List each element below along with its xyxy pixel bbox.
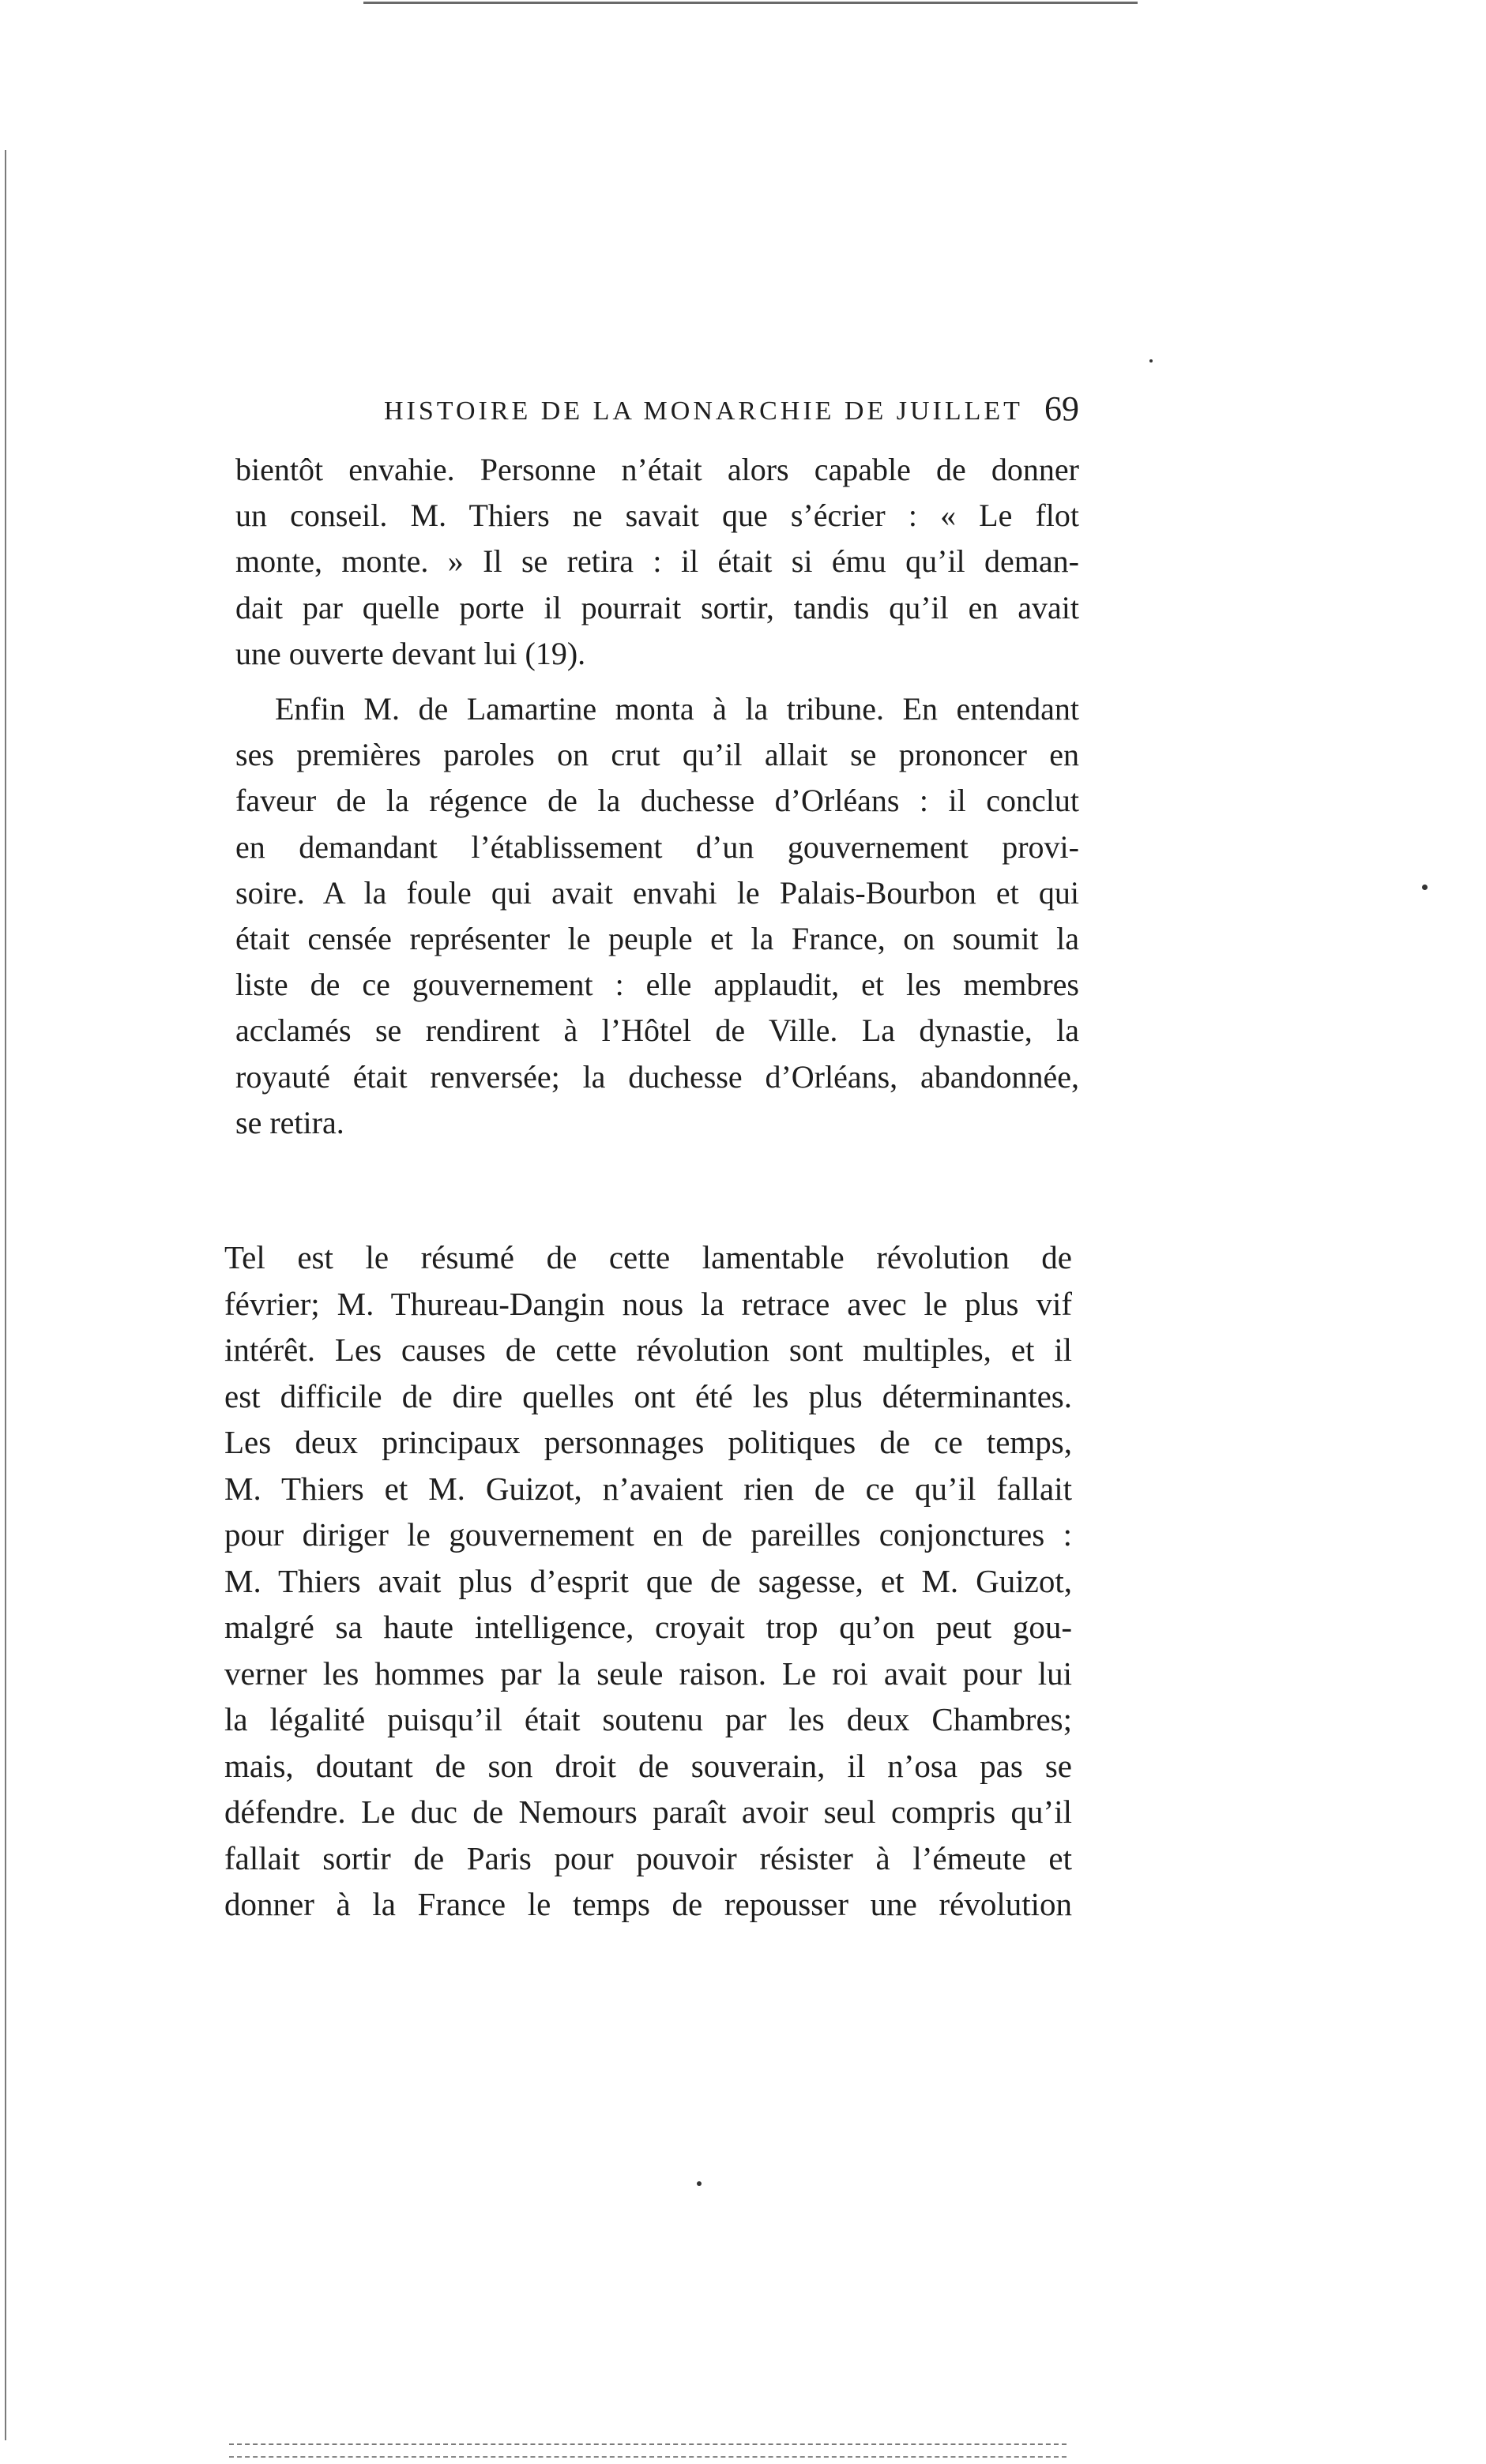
text-line: pour diriger le gouvernement en de pareilles conjonctures :: [224, 1516, 1072, 1553]
text-line: dait par quelle porte il pourrait sortir, tandis qu’il en avait: [235, 589, 1079, 625]
text-line: M. Thiers et M. Guizot, n’avaient rien de ce qu’il fallait: [224, 1470, 1072, 1507]
text-line: en demandant l’établissement d’un gouvernement provi-: [235, 828, 1079, 865]
text-line: M. Thiers avait plus d’esprit que de sagesse, et M. Guizot,: [224, 1562, 1072, 1599]
text-line: défendre. Le duc de Nemours paraît avoir seul compris qu’il: [224, 1794, 1072, 1830]
scan-speck: [697, 2181, 702, 2186]
text-line: est difficile de dire quelles ont été les plus déterminantes.: [224, 1377, 1072, 1414]
scan-speck: [1422, 885, 1428, 890]
text-line: une ouverte devant lui (19).: [235, 635, 586, 671]
text-line: intérêt. Les causes de cette révolution sont multiples, et il: [224, 1332, 1072, 1368]
text-line: février; M. Thureau-Dangin nous la retrace avec le plus vif: [224, 1285, 1072, 1322]
text-line: liste de ce gouvernement : elle applaudit, et les membres: [235, 967, 1079, 1003]
scan-edge-bottom-inner: [229, 2456, 1067, 2458]
paragraph: [235, 686, 1079, 1146]
text-line: acclamés se rendirent à l’Hôtel de Ville. La dynastie, la: [235, 1012, 1079, 1049]
text-line: Tel est le résumé de cette lamentable révolution de: [224, 1239, 1072, 1275]
text-line: faveur de la régence de la duchesse d’Orléans : il conclut: [235, 783, 1079, 819]
text-line: donner à la France le temps de repousser une révolution: [224, 1886, 1072, 1922]
page-number: 69: [1044, 389, 1079, 428]
text-line: verner les hommes par la seule raison. Le roi avait pour lui: [224, 1655, 1072, 1692]
running-header: [237, 389, 1079, 433]
text-line: un conseil. M. Thiers ne savait que s’écrier : « Le flot: [235, 498, 1079, 534]
scan-edge-top: [363, 2, 1138, 4]
text-line: fallait sortir de Paris pour pouvoir résister à l’émeute et: [224, 1839, 1072, 1876]
running-title: HISTOIRE DE LA MONARCHIE DE JUILLET: [384, 396, 1023, 426]
text-line: était censée représenter le peuple et la France, on soumit la: [235, 920, 1079, 956]
scan-speck: [1149, 359, 1153, 362]
text-line: se retira.: [235, 1104, 344, 1140]
scan-edge-bottom: [229, 2443, 1067, 2445]
text-line: malgré sa haute intelligence, croyait trop qu’on peut gou-: [224, 1609, 1072, 1645]
scan-edge-left: [5, 150, 6, 2440]
text-line: mais, doutant de son droit de souverain, il n’osa pas se: [224, 1747, 1072, 1784]
text-line: Les deux principaux personnages politiques de ce temps,: [224, 1424, 1072, 1460]
text-line: royauté était renversée; la duchesse d’Orléans, abandonnée,: [235, 1058, 1079, 1095]
text-line: bientôt envahie. Personne n’était alors capable de donner: [235, 452, 1079, 487]
paragraph: [224, 1234, 1072, 1928]
text-line: ses premières paroles on crut qu’il allait se prononcer en: [235, 737, 1079, 773]
text-line: la légalité puisqu’il était soutenu par les deux Chambres;: [224, 1701, 1072, 1737]
text-line: Enfin M. de Lamartine monta à la tribune. En entendant: [275, 691, 1079, 727]
text-line: monte, monte. » Il se retira : il était si ému qu’il deman-: [235, 543, 1079, 580]
text-line: soire. A la foule qui avait envahi le Palais-Bourbon et qui: [235, 874, 1079, 911]
paragraph: [235, 447, 1079, 677]
